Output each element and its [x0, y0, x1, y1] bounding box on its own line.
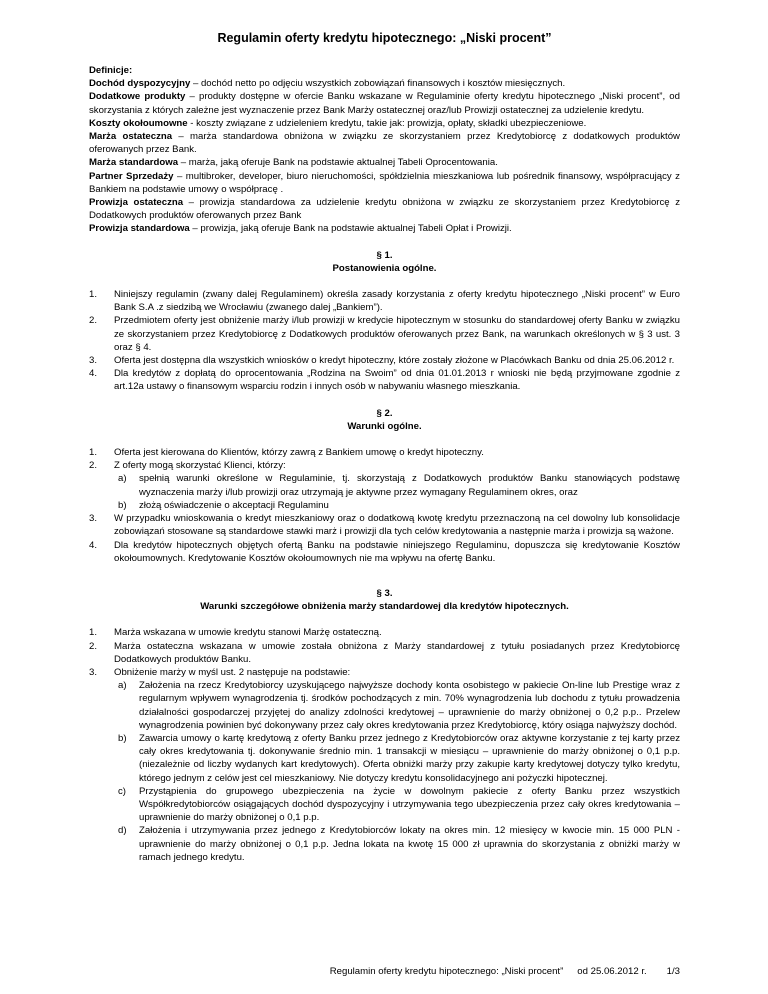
footer-date: od 25.06.2012 r. [577, 966, 647, 977]
sub-item-letter: c) [118, 785, 126, 797]
item-number: 4. [89, 368, 98, 380]
sub-list-item [114, 472, 680, 498]
definition-text: – produkty dostępne w ofercie Banku wskazane w Regulaminie oferty kredytu hipotecznego „Niski procent”, od skorzystania z których zależne jest wyznaczenie przez Bank Marży ostatecznej oraz/lub Prowizji ostatecznej za udzielenie kredytu. [89, 91, 680, 116]
item-number: 2. [89, 315, 98, 327]
sub-list [114, 472, 680, 512]
page-number: 1/3 [666, 966, 680, 977]
page-footer [330, 965, 680, 978]
definition-term: Marża ostateczna [89, 131, 173, 143]
sub-item-letter: b) [118, 499, 127, 511]
list-item [89, 512, 680, 538]
list-item [89, 446, 680, 459]
item-text: W przypadku wnioskowania o kredyt mieszkaniowy oraz o dodatkową kwotę kredytu przeznaczoną na cel dowolny lub konsolidacje zobowiązań stosowane są standardowe stawki marż i prowizji dla tych celów kredytowania a następnie marża i prowizja są ważone. [114, 513, 680, 538]
list-item [89, 314, 680, 354]
sub-item-letter: a) [118, 473, 127, 485]
sub-list-item [114, 824, 680, 864]
section-2-title: Warunki ogólne. [347, 420, 422, 432]
definition-term: Prowizja ostateczna [89, 197, 184, 209]
footer-title: Regulamin oferty kredytu hipotecznego: „Niski procent” [329, 966, 564, 977]
item-text: Dla kredytów hipotecznych objętych ofertą Banku na podstawie niniejszego Regulaminu, dopuszcza się kredytowanie Kosztów okołoumownych. Kredytowanie Kosztów okołoumownych nie ma wpływu na ofertę Banku. [114, 539, 680, 564]
section-3-list [89, 626, 680, 864]
definition-text: – prowizja, jaką oferuje Bank na podstawie aktualnej Tabeli Opłat i Prowizji. [189, 223, 512, 235]
item-number: 1. [89, 289, 98, 301]
sub-item-text: Założenia i utrzymywania przez jednego z Kredytobiorców lokaty na okres min. 12 miesięcy w kwocie min. 15 000 PLN - uprawnienie do marży obniżonej o 0,1 p.p. Jedna lokata na kwotę 15 000 zł uprawnia do skorzystania z obniżki marży w ramach jednego kredytu. [139, 825, 680, 863]
item-text: Obniżenie marży w myśl ust. 2 następuje na podstawie: [114, 666, 351, 678]
item-text: Oferta jest dostępna dla wszystkich wniosków o kredyt hipoteczny, które zostały złożone w Placówkach Banku od dnia 25.06.2012 r. [114, 355, 675, 367]
sub-list-item [114, 679, 680, 732]
section-1-title: Postanowienia ogólne. [332, 262, 437, 274]
item-text: Przedmiotem oferty jest obniżenie marży i/lub prowizji w kredycie hipotecznym w stosunku do standardowej oferty Banku w związku ze skorzystaniem przez Kredytobiorcę z Dodatkowych produktów oferowanych przez Bank, na warunkach określonych w § 3 ust. 3 oraz § 4. [114, 315, 680, 353]
item-number: 4. [89, 539, 98, 551]
sub-item-text: spełnią warunki określone w Regulaminie, tj. skorzystają z Dodatkowych produktów Banku stanowiących podstawę wyznaczenia marży i/lub prowizji oraz utrzymają je aktywne przez wymagany Regulaminem okres, oraz [139, 473, 680, 498]
sub-list-item [114, 732, 680, 785]
definition-item [89, 222, 680, 235]
item-text: Dla kredytów z dopłatą do oprocentowania „Rodzina na Swoim” od dnia 01.01.2013 r wnioski nie będą przyjmowane zgodnie z art.12a ustawy o finansowym wsparciu rodzin i innych osób w nabywaniu własnego mieszkania. [114, 368, 680, 393]
definitions-section [89, 64, 680, 236]
definition-item [89, 170, 680, 196]
item-number: 2. [89, 460, 98, 472]
definition-item [89, 130, 680, 156]
list-item [89, 459, 680, 512]
definition-text: - koszty związane z udzieleniem kredytu, takie jak: prowizja, opłaty, składki ubezpieczeniowe. [187, 117, 587, 129]
section-2-number: § 2. [376, 407, 393, 419]
item-text: Niniejszy regulamin (zwany dalej Regulaminem) określa zasady korzystania z oferty kredytu hipotecznego „Niski procent” w Euro Bank S.A .z siedzibą we Wrocławiu (zwanego dalej „Bankiem”). [114, 289, 680, 314]
sub-item-text: Przystąpienia do grupowego ubezpieczenia na życie w dowolnym pakiecie z oferty Banku przez wszystkich Współkredytobiorców osiągających dochód dyspozycyjny i utrzymywania tego ubezpieczenia przez cały okres kredytowania – uprawnienie do marży obniżonej o 0,1 p.p. [139, 785, 680, 824]
definition-term: Dodatkowe produkty [89, 91, 186, 103]
sub-item-letter: b) [118, 732, 127, 744]
list-item [89, 640, 680, 666]
list-item [89, 367, 680, 393]
item-number: 1. [89, 627, 98, 639]
item-number: 2. [89, 640, 98, 652]
sub-item-text: złożą oświadczenie o akceptacji Regulaminu [139, 499, 329, 511]
sub-item-letter: d) [118, 825, 127, 837]
document-page [89, 30, 680, 864]
sub-item-text: Zawarcia umowy o kartę kredytową z oferty Banku przez jednego z Kredytobiorców oraz aktywne korzystanie z tej karty przez cały okres kredytowania tj. dokonywanie średnio min. 1 transakcji w miesiącu – uprawnienie do marży obniżonej o 0,1 p.p. (niezależnie od liczby wydanych kart kredytowych). Oferta obniżki marży przy zakupie karty kredytowej dotyczy tylko kredytu, którego jednym z celów jest cel mieszkaniowy. Nie dotyczy kredytu konsolidacyjnego ani pożyczki hipotecznej. [139, 732, 680, 784]
sub-item-text: Założenia na rzecz Kredytobiorcy uzyskującego najwyższe dochody konta osobistego w pakiecie On-line lub Prestige wraz z regularnym wpływem wynagrodzenia tj. środków pochodzących z min. 70% wynagrodzenia lub dochodu z tytułu prowadzenia działalności gospodarczej przyjętej do analizy zdolności kredytowej – uprawnienie do marży obniżonej o 0,2 p.p.. Przelew wynagrodzenia powinien być dokonywany przez cały okres kredytowania przez Kredytobiorcę, który osiąga najwyższy dochód. [139, 680, 680, 731]
item-number: 3. [89, 513, 98, 525]
item-text: Marża ostateczna wskazana w umowie została obniżona z Marży standardowej z tytułu posiadanych przez Kredytobiorcę Dodatkowych produktów Banku. [114, 640, 680, 665]
section-1-list [89, 288, 680, 394]
list-item [89, 626, 680, 639]
list-item [89, 288, 680, 314]
sub-list [114, 679, 680, 864]
section-1-number: § 1. [376, 249, 393, 261]
item-text: Marża wskazana w umowie kredytu stanowi Marżę ostateczną. [114, 627, 382, 639]
item-number: 3. [89, 355, 98, 367]
section-3-title: Warunki szczegółowe obniżenia marży standardowej dla kredytów hipotecznych. [200, 601, 569, 613]
list-item [89, 666, 680, 864]
definition-text: – marża, jaką oferuje Bank na podstawie aktualnej Tabeli Oprocentowania. [178, 157, 498, 169]
list-item [89, 539, 680, 565]
definition-item [89, 117, 680, 130]
definition-term: Dochód dyspozycyjny [89, 78, 191, 90]
definitions-heading: Definicje: [89, 65, 133, 76]
definition-text: – dochód netto po odjęciu wszystkich zobowiązań finansowych i kosztów miesięcznych. [190, 78, 566, 90]
definition-item [89, 90, 680, 116]
definition-text: – marża standardowa obniżona w związku ze skorzystaniem przez Kredytobiorcę z dodatkowych produktów oferowanych przez Bank. [89, 131, 680, 156]
item-text: Oferta jest kierowana do Klientów, którzy zawrą z Bankiem umowę o kredyt hipoteczny. [114, 447, 484, 459]
item-number: 1. [89, 447, 98, 459]
definition-item [89, 156, 680, 169]
section-2-list [89, 446, 680, 565]
definition-item [89, 196, 680, 222]
definition-term: Koszty okołoumowne [89, 117, 188, 129]
document-title: Regulamin oferty kredytu hipotecznego: „Niski procent” [217, 31, 552, 45]
sub-list-item [114, 785, 680, 825]
sub-item-letter: a) [118, 680, 127, 692]
definition-item [89, 77, 680, 90]
item-number: 3. [89, 666, 98, 678]
definition-term: Marża standardowa [89, 157, 179, 169]
definition-term: Prowizja standardowa [89, 223, 190, 235]
definition-term: Partner Sprzedaży [89, 170, 174, 182]
item-text: Z oferty mogą skorzystać Klienci, którzy: [114, 460, 286, 472]
section-3-number: § 3. [376, 587, 393, 599]
list-item [89, 354, 680, 367]
definition-text: – multibroker, developer, biuro nieruchomości, spółdzielnia mieszkaniowa lub pośrednik finansowy, współpracujący z Bankiem na podstawie umowy o współpracę . [89, 170, 680, 195]
sub-list-item [114, 499, 680, 512]
definition-text: – prowizja standardowa za udzielenie kredytu obniżona w związku ze skorzystaniem przez Kredytobiorcę z Dodatkowych produktów oferowanych przez Bank [89, 197, 680, 222]
